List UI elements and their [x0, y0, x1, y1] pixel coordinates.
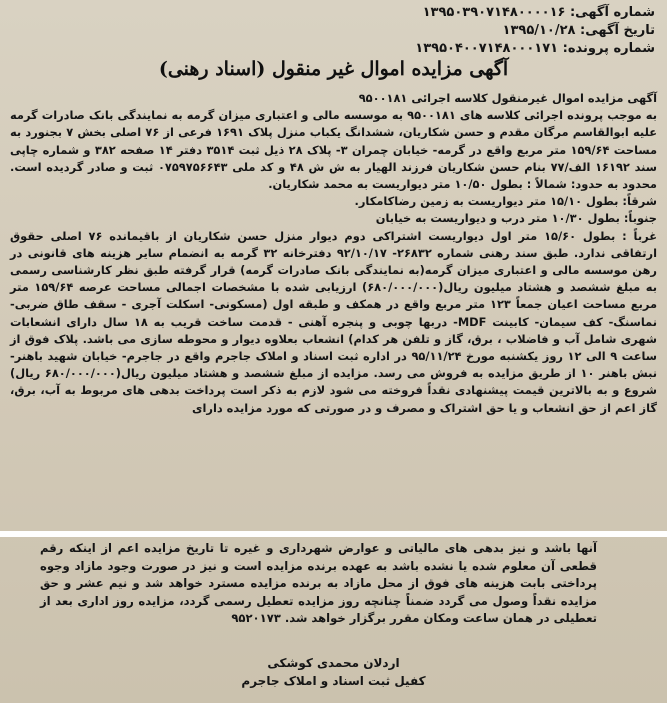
auction-title: آگهی مزایده اموال غیر منقول (اسناد رهنی): [158, 58, 509, 80]
ad-date: تاریخ آگهی: ۱۳۹۵/۱۰/۲۸: [502, 23, 655, 38]
column-divider: [0, 531, 667, 537]
signatory-title: کفیل ثبت اسناد و املاک جاجرم: [241, 674, 426, 688]
body-paragraph-main: به موجب پرونده اجرائی کلاسه های ۹۵۰۰۱۸۱ به موسسه مالی و اعتباری میزان گرمه به نمایندگی بانک صادرات گرمه علیه ابوالقاسم مرگان مقدم و حسن شکاریان، ششدانگ یکباب منزل پلاک ۱۶۹۱ فرعی از ۷۶ اصلی بخش ۷ بجنورد به مساحت ۱۵۹/۶۴ متر مربع واقع در گرمه- خیابان چمران ۳- پلاک ۲۸ ذیل ثبت ۳۵۱۴ دفتر ۱۴ صفحه ۳۸۲ و شماره چاپی سند ۱۶۱۹۲ الف/۷۷ بنام حسن شکاریان فرزند الهیار به ش ش ۴۸ و کد ملی ۰۷۵۹۷۵۶۶۴۳ ثبت و صادر گردیده است. محدود به حدود: شمالاً : بطول ۱۰/۵۰ متر دیواریست به محمد شکاریان.: [10, 108, 658, 192]
notice-paragraph: آنها باشد و نیز بدهی های مالیاتی و عوارض شهرداری و غیره تا تاریخ مزایده اعم از اینکه رقم قطعی آن معلوم شده یا نشده باشد به عهده برنده مزایده است و نیز در صورت وجود مازاد وجوه پرداختی بابت هزینه های فوق از محل مازاد به برنده مزایده مسترد خواهد شد و نیم عشر و حق مزایده نقداً وصول می گردد ضمناً چنانچه روز مزایده تعطیل رسمی گردد، مزایده روز اداری بعد از تعطیلی در همان ساعت ومکان مقرر برگزار خواهد شد. ۹۵۲۰۱۷۳: [40, 541, 597, 625]
ad-number: شماره آگهی: ۱۳۹۵۰۳۹۰۷۱۴۸۰۰۰۰۱۶: [422, 5, 655, 20]
auction-body: [10, 90, 657, 417]
ad-metadata: [355, 4, 655, 58]
auction-notice: [40, 540, 597, 628]
boundary-south: جنوباً: بطول ۱۰/۳۰ متر درب و دیواریست به خیابان: [375, 211, 657, 226]
signatory-name: اردلان محمدی کوشکی: [267, 656, 400, 670]
case-number: شماره پرونده: ۱۳۹۵۰۴۰۰۷۱۴۸۰۰۰۱۷۱: [415, 41, 655, 56]
boundary-west-and-details: غرباً : بطول ۱۵/۶۰ متر اول دیواریست اشتراکی دوم دیوار منزل حسن شکاریان از باقیمانده ۷۶ اصلی حقوق ارتفاقی ندارد. طبق سند رهنی شماره ۲۶۸۳۲- ۹۲/۱۰/۱۷ دفترخانه ۳۲ گرمه به انضمام سایر هزینه های قانونی در رهن موسسه مالی و اعتباری میزان گرمه(به نمایندگی بانک صادرات گرمه) قرار گرفته طبق نظر کارشناسی رسمی به مبلغ ششصد و هشتاد میلیون ریال(۶۸۰/۰۰۰/۰۰۰) ارزیابی شده با مشخصات اجمالی مساحت عرصه ۱۵۹/۶۴ متر مربع مساحت اعیان جمعاً ۱۲۳ متر مربع واقع در همکف و طبقه اول (مسکونی- اسکلت آجری - سقف طاق ضربی- نماسنگ- کف سیمان- کابینت MDF- دربها چوبی و پنجره آهنی - قدمت ساخت قریب به ۱۸ سال دارای انشعابات شهری شامل آب و فاضلاب ، برق، گاز و تلفن هر کدام) انشعاب بعلاوه دیوار و محوطه سازی می باشد. پلاک فوق از ساعت ۹ الی ۱۲ روز یکشنبه مورخ ۹۵/۱۱/۲۴ در اداره ثبت اسناد و املاک جاجرم واقع در جاجرم- خیابان شهید باهنر- نبش باهنر ۱۰ از طریق مزایده به فروش می رسد. مزایده از مبلغ ششصد و هشتاد میلیون ریال(۶۸۰/۰۰۰/۰۰۰ ریال) شروع و به بالاترین قیمت پیشنهادی نقداً فروخته می شود لازم به ذکر است پرداخت بدهی های مربوط به آب، برق، گاز اعم از حق انشعاب و یا حق اشتراک و مصرف و در صورتی که مورد مزایده دارای: [10, 228, 658, 415]
body-heading: آگهی مزایده اموال غیرمنقول کلاسه اجرائی ۹۵۰۰۱۸۱: [358, 91, 657, 105]
boundary-east: شرقاً: بطول ۱۵/۱۰ متر دیواریست به زمین رضاکامکار.: [354, 194, 657, 209]
